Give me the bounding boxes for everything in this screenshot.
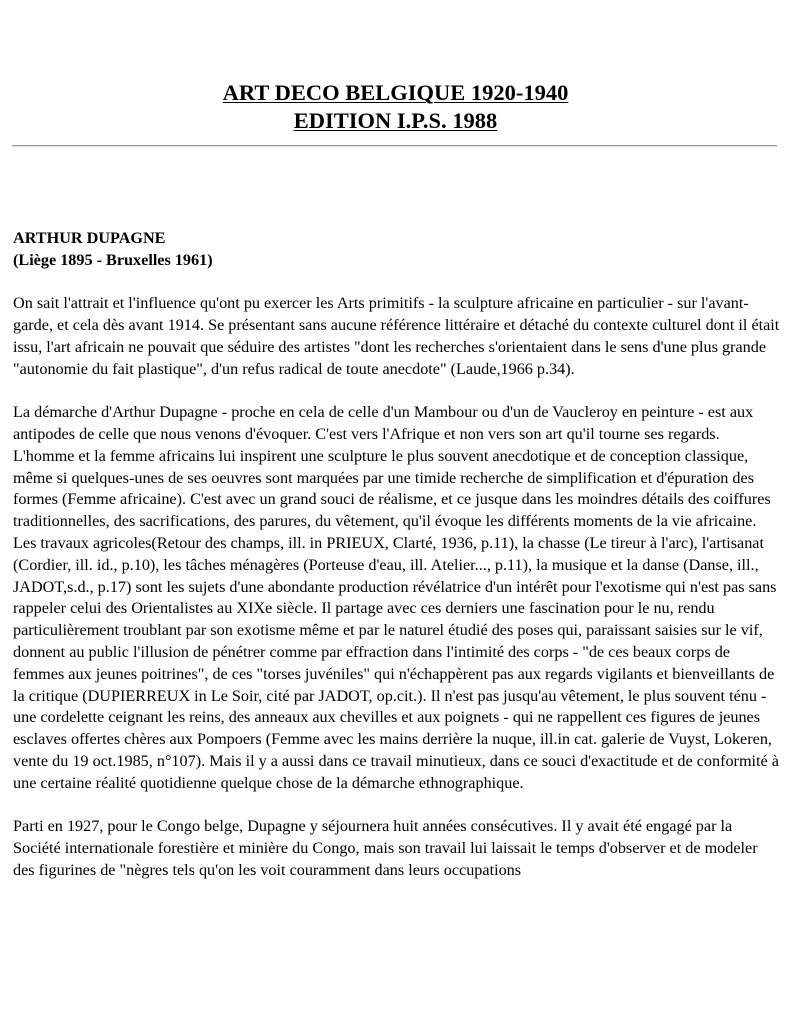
- paragraph-1: On sait l'attrait et l'influence qu'ont pu exercer les Arts primitifs - la sculpture africaine en particulier - sur l'avant-garde, et cela dès avant 1914. Se présentant sans aucune référence littéraire et détaché du contexte culturel dont il était issu, l'art africain ne pouvait que séduire des artistes "dont les recherches s'orientaient dans le sens d'une plus grande "autonomie du fait plastique", d'un refus radical de toute anecdote" (Laude,1966 p.34).: [13, 294, 780, 378]
- article-body: [13, 228, 781, 882]
- paragraph-2: La démarche d'Arthur Dupagne - proche en cela de celle d'un Mambour ou d'un de Vaucleroy en peinture - est aux antipodes de celle que nous venons d'évoquer. C'est vers l'Afrique et non vers son art qu'il tourne ses regards. L'homme et la femme africains lui inspirent une sculpture le plus souvent anecdotique et de conception classique, même si quelques-unes de ses oeuvres sont marquées par une timide recherche de simplification et d'épuration des formes (Femme africaine). C'est avec un grand souci de réalisme, et ce jusque dans les moindres détails des coiffures traditionnelles, des sacrifications, des parures, du vêtement, qu'il évoque les différents moments de la vie africaine. Les travaux agricoles(Retour des champs, ill. in PRIEUX, Clarté, 1936, p.11), la chasse (Le tireur à l'arc), l'artisanat (Cordier, ill. id., p.10), les tâches ménagères (Porteuse d'eau, ill. Atelier..., p.11), la musique et la danse (Danse, ill., JADOT,s.d., p.17) sont les sujets d'une abondante production révélatrice d'un intérêt pour l'exotisme qui n'est pas sans rappeler celui des Orientalistes au XIXe siècle. Il partage avec ces derniers une fascination pour le nu, rendu particulièrement troublant par son exotisme même et par le naturel étudié des poses qui, paraissant saisies sur le vif, donnent au public l'illusion de pénétrer comme par effraction dans l'intimité des corps - "de ces beaux corps de femmes aux jeunes poitrines", de ces "torses juvéniles" qui n'échappèrent pas aux regards vigilants et bienveillants de la critique (DUPIERREUX in Le Soir, cité par JADOT, op.cit.). Il n'est pas jusqu'au vêtement, le plus souvent ténu - une cordelette ceignant les reins, des anneaux aux chevilles et aux poignets - qui ne rappellent ces figures de jeunes esclaves offertes chères aux Pompoers (Femme avec les mains derrière la nuque, ill.in cat. galerie de Vuyst, Lokeren, vente du 19 oct.1985, n°107). Mais il y a aussi dans ce travail minutieux, dans ce souci d'exactitude et de conformité à une certaine réalité quotidienne quelque chose de la démarche ethnographique.: [13, 403, 779, 792]
- horizontal-rule: [12, 145, 777, 147]
- title-line-1: ART DECO BELGIQUE 1920-1940: [222, 80, 569, 105]
- paragraph-3: Parti en 1927, pour le Congo belge, Dupagne y séjournera huit années consécutives. Il y avait été engagé par la Société internationale forestière et minière du Congo, mais son travail lui laissait le temps d'observer et de modeler des figurines de "nègres tels qu'on les voit couramment dans leurs occupations: [13, 817, 758, 879]
- author-dates: (Liège 1895 - Bruxelles 1961): [13, 250, 213, 269]
- title-line-2: EDITION I.P.S. 1988: [293, 108, 498, 133]
- author-heading: [13, 228, 781, 272]
- author-name: ARTHUR DUPAGNE: [13, 229, 166, 247]
- document-title: [0, 79, 791, 135]
